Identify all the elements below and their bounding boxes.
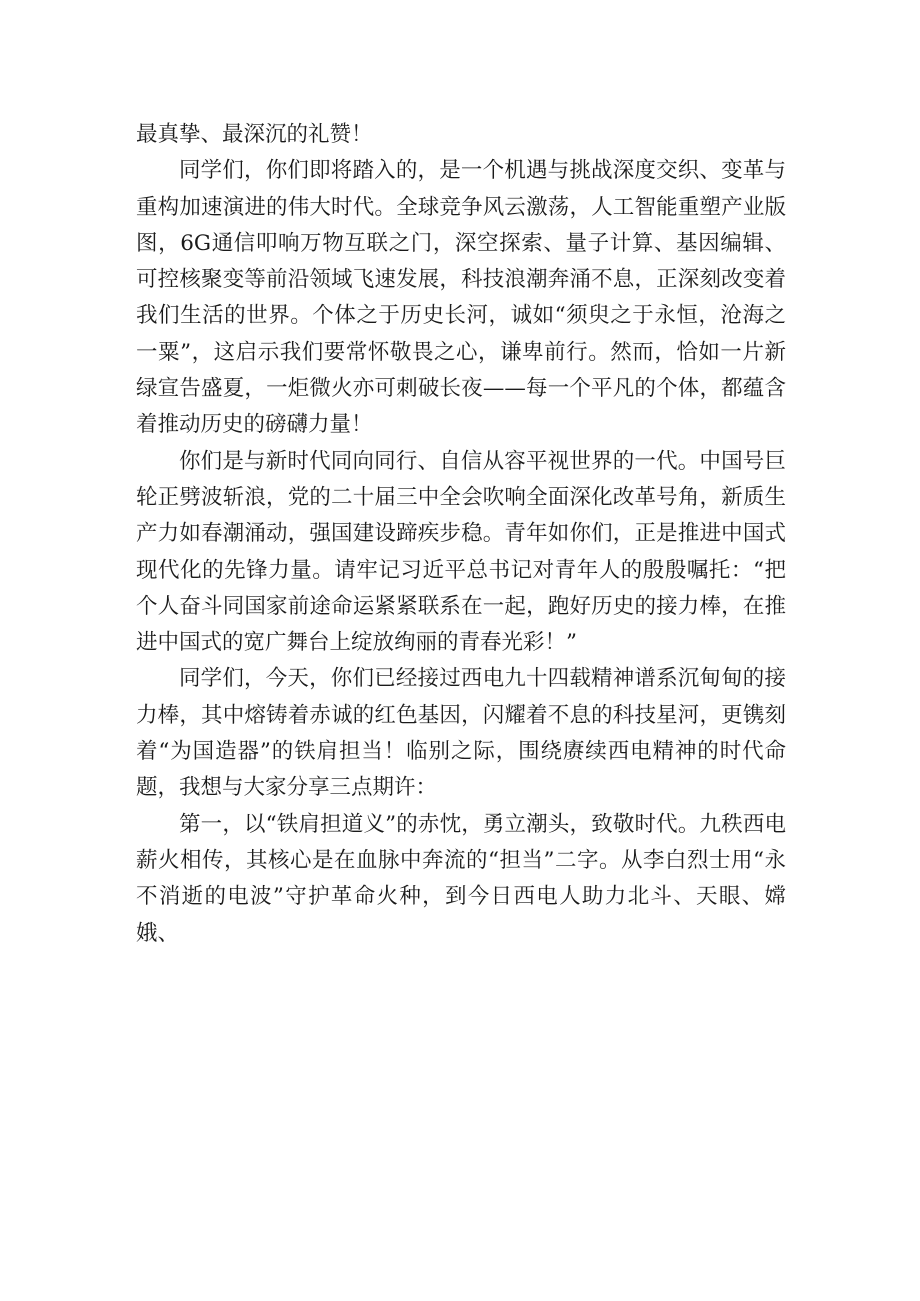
paragraph-first-expectation: 第一，以“铁肩担道义”的赤忱，勇立潮头，致敬时代。九秩西电薪火相传，其核心是在血脉中奔流的“担当”二字。从李白烈士用“永不消逝的电波”守护革命火种，到今日西电人助力北斗、天眼、嫦娥、 <box>136 811 786 946</box>
document-body <box>136 117 786 952</box>
paragraph-new-era: 同学们，你们即将踏入的，是一个机遇与挑战深度交织、变革与重构加速演进的伟大时代。全球竞争风云激荡，人工智能重塑产业版图，6G通信叩响万物互联之门，深空探索、量子计算、基因编辑、可控核聚变等前沿领域飞速发展，科技浪潮奔涌不息，正深刻改变着我们生活的世界。个体之于历史长河，诚如“须臾之于永恒，沧海之一粟”，这启示我们要常怀敬畏之心，谦卑前行。然而，恰如一片新绿宣告盛夏，一炬微火亦可刺破长夜——每一个平凡的个体，都蕴含着推动历史的磅礴力量！ <box>136 158 786 438</box>
paragraph-continued: 最真挚、最深沉的礼赞！ <box>136 122 373 147</box>
paragraph-generation: 你们是与新时代同向同行、自信从容平视世界的一代。中国号巨轮正劈波斩浪，党的二十届三中全会吹响全面深化改革号角，新质生产力如春潮涌动，强国建设蹄疾步稳。青年如你们，正是推进中国式现代化的先锋力量。请牢记习近平总书记对青年人的殷殷嘱托：“把个人奋斗同国家前途命运紧紧联系在一起，跑好历史的接力棒，在推进中国式的宽广舞台上绽放绚丽的青春光彩！” <box>136 448 786 656</box>
paragraph-xidian-spirit: 同学们，今天，你们已经接过西电九十四载精神谱系沉甸甸的接力棒，其中熔铸着赤诚的红色基因，闪耀着不息的科技星河，更镌刻着“为国造器”的铁肩担当！临别之际，围绕赓续西电精神的时代命题，我想与大家分享三点期许： <box>136 666 786 801</box>
